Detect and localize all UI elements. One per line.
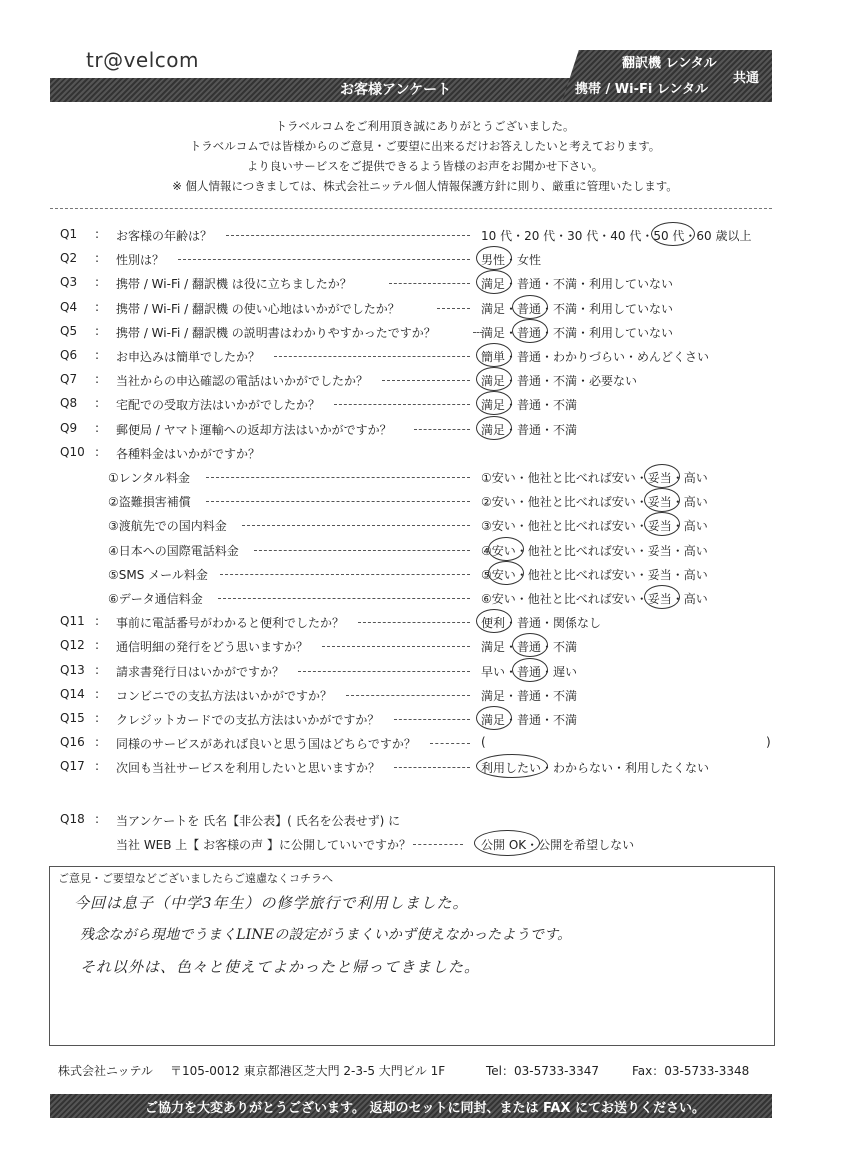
answer-options[interactable]: 満足・普通・不満・必要ない (481, 374, 638, 389)
leader-line (437, 308, 470, 309)
question-text: 宅配での受取方法はいかがでしたか？ (116, 398, 321, 413)
question-number: Q15 (60, 711, 85, 725)
answer-circle (512, 295, 548, 319)
sub-question-text: ⑤SMS メール料金 (108, 567, 208, 582)
question-number: Q9 (60, 420, 78, 435)
leader-line (346, 695, 470, 696)
answer-circle (476, 416, 512, 440)
colon: : (95, 614, 100, 629)
leader-line (206, 477, 470, 478)
answer-circle (651, 222, 695, 246)
answer-circle (512, 319, 548, 343)
answer-circle (476, 343, 512, 367)
answer-options[interactable]: ③安い・他社と比べれば安い・妥当・高い (481, 519, 708, 534)
question-number: Q3 (60, 275, 78, 290)
colon: : (95, 812, 100, 826)
colon: : (95, 444, 100, 459)
answer-options[interactable]: ④安い・他社と比べれば安い・妥当・高い (481, 543, 708, 558)
question-text: 次回も当社サービスを利用したいと思いますか？ (116, 761, 381, 776)
answer-circle (488, 537, 524, 561)
leader-line (394, 719, 470, 720)
leader-line (382, 380, 470, 381)
answer-options[interactable]: 早い・普通・遅い (481, 664, 578, 679)
answer-circle (644, 464, 680, 488)
header-right-line2: 携帯 / Wi-Fi レンタル (575, 82, 709, 97)
answer-options[interactable]: 便利・普通・関係なし (481, 616, 602, 631)
answer-options[interactable]: ( (481, 735, 486, 750)
answer-options[interactable]: 満足・普通・不満・利用していない (481, 325, 674, 340)
question-number: Q11 (60, 614, 85, 629)
sub-question-text: ⑥データ通信料金 (108, 592, 203, 606)
colon: : (95, 275, 100, 290)
colon: : (95, 638, 100, 653)
leader-line (206, 501, 470, 502)
leader-line (389, 283, 470, 284)
question-text: 携帯 / Wi-Fi / 翻訳機 の使い心地はいかがでしたか？ (116, 301, 400, 316)
answer-options[interactable]: 満足・普通・不満 (481, 713, 578, 727)
paren-close: ) (766, 735, 771, 750)
leader-line (414, 429, 470, 430)
leader-line (430, 743, 470, 744)
question-number: Q17 (60, 759, 85, 774)
company-tel: Tel：03-5733-3347 (486, 1064, 600, 1078)
colon: : (95, 323, 100, 338)
colon: : (95, 759, 100, 774)
question-number: Q4 (60, 299, 78, 314)
leader-line (358, 622, 470, 623)
question-text: 通信明細の発行をどう思いますか？ (116, 640, 309, 655)
question-number: Q7 (60, 372, 78, 387)
colon: : (95, 662, 100, 677)
question-text: 携帯 / Wi-Fi / 翻訳機 の説明書はわかりやすかったですか？ (116, 325, 436, 340)
comment-text-line: 今回は息子（中学3年生）の修学旅行で利用しました。 (74, 894, 469, 912)
header-right-line1: 翻訳機 レンタル (622, 56, 717, 71)
intro-line: トラベルコムをご利用頂き誠にありがとうございました。 (275, 119, 575, 133)
colon: : (95, 227, 100, 241)
sub-question-text: ③渡航先での国内料金 (108, 519, 227, 534)
answer-options-q18[interactable]: 公開 OK・公開を希望しない (481, 838, 635, 852)
leader-line (178, 259, 470, 260)
comment-label: ご意見・ご要望などございましたらご遠慮なくコチラへ (58, 872, 333, 885)
answer-options[interactable]: 10 代・20 代・30 代・40 代・50 代・60 歳以上 (481, 229, 752, 243)
footer-thanks: ご協力を大変ありがとうございます。 返却のセットに同封、または FAX にてお送りください。 (144, 1101, 705, 1116)
answer-options[interactable]: 満足・普通・不満 (481, 422, 578, 437)
company-address: 〒105-0012 東京都港区芝大門 2-3-5 大門ビル 1F (170, 1064, 446, 1078)
question-text: お申込みは簡単でしたか？ (116, 350, 261, 364)
answer-options[interactable]: 男性・女性 (481, 253, 542, 268)
colon: : (95, 735, 100, 750)
answer-options[interactable]: 満足・普通・不満 (481, 398, 578, 413)
comment-text-line: それ以外は、色々と使えてよかったと帰ってきました。 (80, 958, 481, 976)
question-number: Q10 (60, 444, 85, 459)
question-number: Q5 (60, 323, 78, 338)
answer-circle (474, 830, 540, 856)
question-number: Q1 (60, 227, 78, 241)
leader-line (218, 598, 470, 599)
header-right-tag: 共通 (733, 71, 760, 86)
page-title: お客様アンケート (340, 82, 452, 98)
answer-circle (512, 658, 548, 682)
colon: : (95, 396, 100, 411)
divider (50, 208, 772, 209)
question-number: Q14 (60, 686, 85, 701)
sub-question-text: ④日本への国際電話料金 (108, 543, 239, 558)
question-text: 同様のサービスがあれば良いと思う国はどちらですか？ (116, 737, 416, 752)
answer-circle (476, 706, 512, 730)
colon: : (95, 299, 100, 314)
colon: : (95, 686, 100, 701)
answer-options[interactable]: 満足・普通・不満 (481, 640, 578, 655)
answer-options[interactable]: ⑤安い・他社と比べれば安い・妥当・高い (481, 567, 708, 582)
leader-line (413, 844, 463, 845)
question-text: 当社 WEB 上【 お客様の声 】に公開していいですか？ (116, 838, 411, 852)
leader-line (394, 767, 470, 768)
sub-question-text: ①レンタル料金 (108, 471, 190, 485)
question-number: Q12 (60, 638, 85, 653)
question-number: Q8 (60, 396, 78, 411)
question-text: 各種料金はいかがですか？ (116, 446, 261, 461)
intro-line: より良いサービスをご提供できるよう皆様のお声をお聞かせ下さい。 (246, 159, 604, 173)
colon: : (95, 251, 100, 266)
answer-options[interactable]: 満足・普通・不満 (481, 688, 578, 703)
leader-line (226, 235, 470, 236)
company-info (58, 1062, 750, 1079)
colon: : (95, 420, 100, 435)
question-text: クレジットカードでの支払方法はいかがですか？ (116, 713, 380, 727)
leader-line (242, 525, 470, 526)
sub-question-text: ②盗難損害補償 (108, 495, 191, 510)
leader-line (254, 550, 470, 551)
answer-options[interactable]: ⑥安い・他社と比べれば安い・妥当・高い (481, 592, 708, 606)
company-name: 株式会社ニッテル (58, 1064, 153, 1078)
leader-line (274, 356, 470, 357)
answer-options[interactable]: ②安い・他社と比べれば安い・妥当・高い (481, 495, 708, 510)
logo: tr@velcom (86, 48, 199, 72)
question-number: Q18 (60, 812, 85, 826)
leader-line (334, 404, 470, 405)
answer-options[interactable]: 満足・普通・不満・利用していない (481, 301, 674, 316)
question-text: 当アンケートを 氏名【非公表】( 氏名を公表せず) に (116, 814, 401, 828)
answer-circle (488, 561, 524, 585)
colon: : (95, 372, 100, 387)
colon: : (95, 711, 100, 725)
leader-line (298, 671, 470, 672)
question-text: 携帯 / Wi-Fi / 翻訳機 は役に立ちましたか？ (116, 277, 352, 292)
leader-line (322, 646, 470, 647)
leader-line (220, 574, 470, 575)
question-number: Q16 (60, 735, 85, 750)
question-text: コンビニでの支払方法はいかがですか？ (116, 688, 333, 703)
intro-line: ※ 個人情報につきましては、株式会社ニッテル個人情報保護方針に則り、厳重に管理いたします。 (172, 179, 678, 193)
comment-text-line: 残念ながら現地でうまくLINEの設定がうまくいかず使えなかったようです。 (80, 927, 572, 943)
question-text: 郵便局 / ヤマト運輸への返却方法はいかがですか？ (116, 422, 392, 437)
answer-circle (644, 585, 680, 609)
question-text: お客様の年齢は？ (116, 229, 213, 243)
question-number: Q2 (60, 251, 78, 266)
intro-line: トラベルコムでは皆様からのご意見・ご要望に出来るだけお答えしたいと考えております。 (189, 139, 661, 153)
answer-options[interactable]: 簡単・普通・わかりづらい・めんどくさい (481, 350, 710, 364)
question-text: 性別は？ (116, 253, 165, 268)
answer-options[interactable]: ①安い・他社と比べれば安い・妥当・高い (481, 471, 708, 485)
question-text: 請求書発行日はいかがですか？ (116, 664, 285, 679)
answer-options[interactable]: 満足・普通・不満・利用していない (481, 277, 674, 292)
company-fax: Fax：03-5733-3348 (632, 1064, 750, 1078)
question-text: 当社からの申込確認の電話はいかがでしたか？ (116, 374, 369, 389)
question-number: Q6 (60, 348, 78, 362)
question-number: Q13 (60, 662, 85, 677)
question-text: 事前に電話番号がわかると便利でしたか？ (116, 616, 345, 631)
answer-options[interactable]: 利用したい・わからない・利用したくない (481, 761, 710, 776)
colon: : (95, 348, 100, 362)
